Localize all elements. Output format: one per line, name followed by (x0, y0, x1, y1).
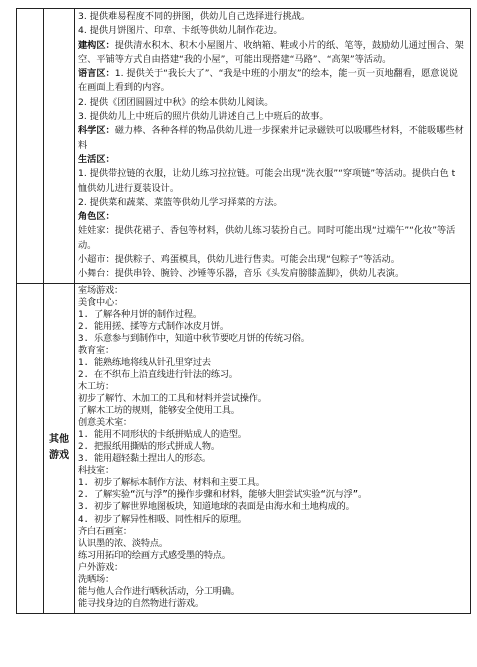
content-line: 科学区：磁力棒、各种各样的物品供幼儿进一步探索并记录磁铁可以吸哪些材料，不能吸哪些材料 (78, 125, 464, 151)
content-line: 小超市：提供粽子、鸡蛋模具，供幼儿进行售卖。可能会出现“包粽子”等活动。 (78, 254, 400, 266)
content-line: 3. 初步了解世界地图板块，知道地球的表面是由海水和土地构成的。 (78, 501, 355, 513)
content-line: 1. 能用不同形状的卡纸拼贴成人的造型。 (78, 429, 247, 441)
content-line: 能与他人合作进行晒秋活动，分工明确。 (78, 585, 240, 597)
content-line: 娃娃家：提供花裙子、香包等材料，供幼儿练习装扮自己。同时可能出现“过端午”“化妆”等活动。 (78, 225, 456, 251)
content-line: 洗晒场： (78, 573, 114, 585)
content-line: 1. 能熟练地将线从针孔里穿过去 (78, 356, 211, 368)
content-line: 建构区：提供清水积木、积木小屋图片、收纳箱、鞋或小片的纸、笔等，鼓励幼儿通过围合、架空、平铺等方式自由搭建“我的小屋”，可能出现搭建“马路”、“高架”等活动。 (78, 39, 464, 65)
content-line: 初步了解竹、木加工的工具和材料并尝试操作。 (78, 393, 267, 405)
content-line: 2. 了解实验“沉与浮”的操作步骤和材料，能够大胆尝试实验“沉与浮”。 (78, 489, 367, 501)
content-line: 2. 提供菜和蔬菜、菜篮等供幼儿学习择菜的方法。 (78, 196, 283, 208)
empty-cell (17, 283, 44, 613)
content-line: 3. 提供难易程度不同的拼图，供幼儿自己选择进行挑战。 (78, 11, 311, 22)
content-line: 创意美术室： (78, 417, 132, 429)
content-line: 科技室： (78, 465, 114, 477)
content-line: 1. 提供带拉链的衣服，让幼儿练习拉拉链。可能会出现“洗衣服”“穿项链”等活动。提供白色 t 恤供幼儿进行夏装设计。 (78, 168, 456, 194)
label-line-1: 其他 (49, 434, 69, 446)
content-line: 2. 能用搓、揉等方式制作冰皮月饼。 (78, 320, 229, 332)
other-games-content-cell (75, 283, 471, 613)
content-line: 语言区：1. 提供关于“我长大了”、“我是中班的小朋友”的绘本，能一页一页地翻看，愿意说说在画面上看到的内容。 (78, 68, 458, 94)
other-games-label (44, 283, 75, 613)
content-line: 了解木工坊的规则，能够安全使用工具。 (78, 405, 240, 417)
content-line: 1. 初步了解标本制作方法、材料和主要工具。 (78, 477, 265, 489)
content-line: 角色区： (78, 211, 115, 223)
other-games-content (75, 284, 470, 611)
content-line: 练习用拓印的绘画方式感受墨的特点。 (78, 549, 231, 561)
content-line: 木工坊： (78, 381, 114, 393)
empty-label-cell (44, 9, 75, 284)
content-line: 美食中心： (78, 296, 123, 308)
content-line: 户外游戏： (78, 561, 123, 573)
content-line: 2. 提供《团团圆圆过中秋》的绘本供幼儿阅读。 (78, 96, 274, 108)
content-line: 室场游戏： (78, 284, 123, 296)
table-row-area-games (17, 9, 471, 284)
content-line: 1. 了解各种月饼的制作过程。 (78, 308, 202, 320)
content-line: 2. 在不织布上沿直线进行针法的练习。 (78, 368, 238, 380)
content-line: 4. 初步了解异性相吸、同性相斥的原理。 (78, 513, 247, 525)
content-line: 3. 提供幼儿上中班后的照片供幼儿讲述自己上中班后的故事。 (78, 111, 329, 123)
area-games-content-cell (75, 9, 471, 284)
empty-cell (17, 9, 44, 284)
content-line: 3. 乐意参与到制作中，知道中秋节要吃月饼的传统习俗。 (78, 332, 310, 344)
content-line: 齐白石画室： (78, 525, 132, 537)
content-line: 认识墨的浓、淡特点。 (78, 537, 168, 549)
content-line: 4. 提供月饼图片、印章、卡纸等供幼儿制作花边。 (78, 25, 283, 37)
content-line: 2. 把报纸用撕贴的形式拼成人物。 (78, 441, 220, 453)
table-row-other-games (17, 283, 471, 613)
content-line: 3. 能用超轻黏土捏出人的形态。 (78, 453, 211, 465)
activity-plan-table (16, 8, 471, 614)
area-games-content (75, 9, 470, 283)
content-line: 小舞台：提供串铃、腕铃、沙锤等乐器，音乐《头发肩膀膝盖脚》，供幼儿表演。 (78, 268, 405, 280)
content-line: 能寻找身边的自然物进行游戏。 (78, 597, 204, 609)
content-line: 教育室： (78, 344, 114, 356)
label-line-2: 游戏 (49, 450, 69, 462)
content-line: 生活区： (78, 153, 115, 165)
